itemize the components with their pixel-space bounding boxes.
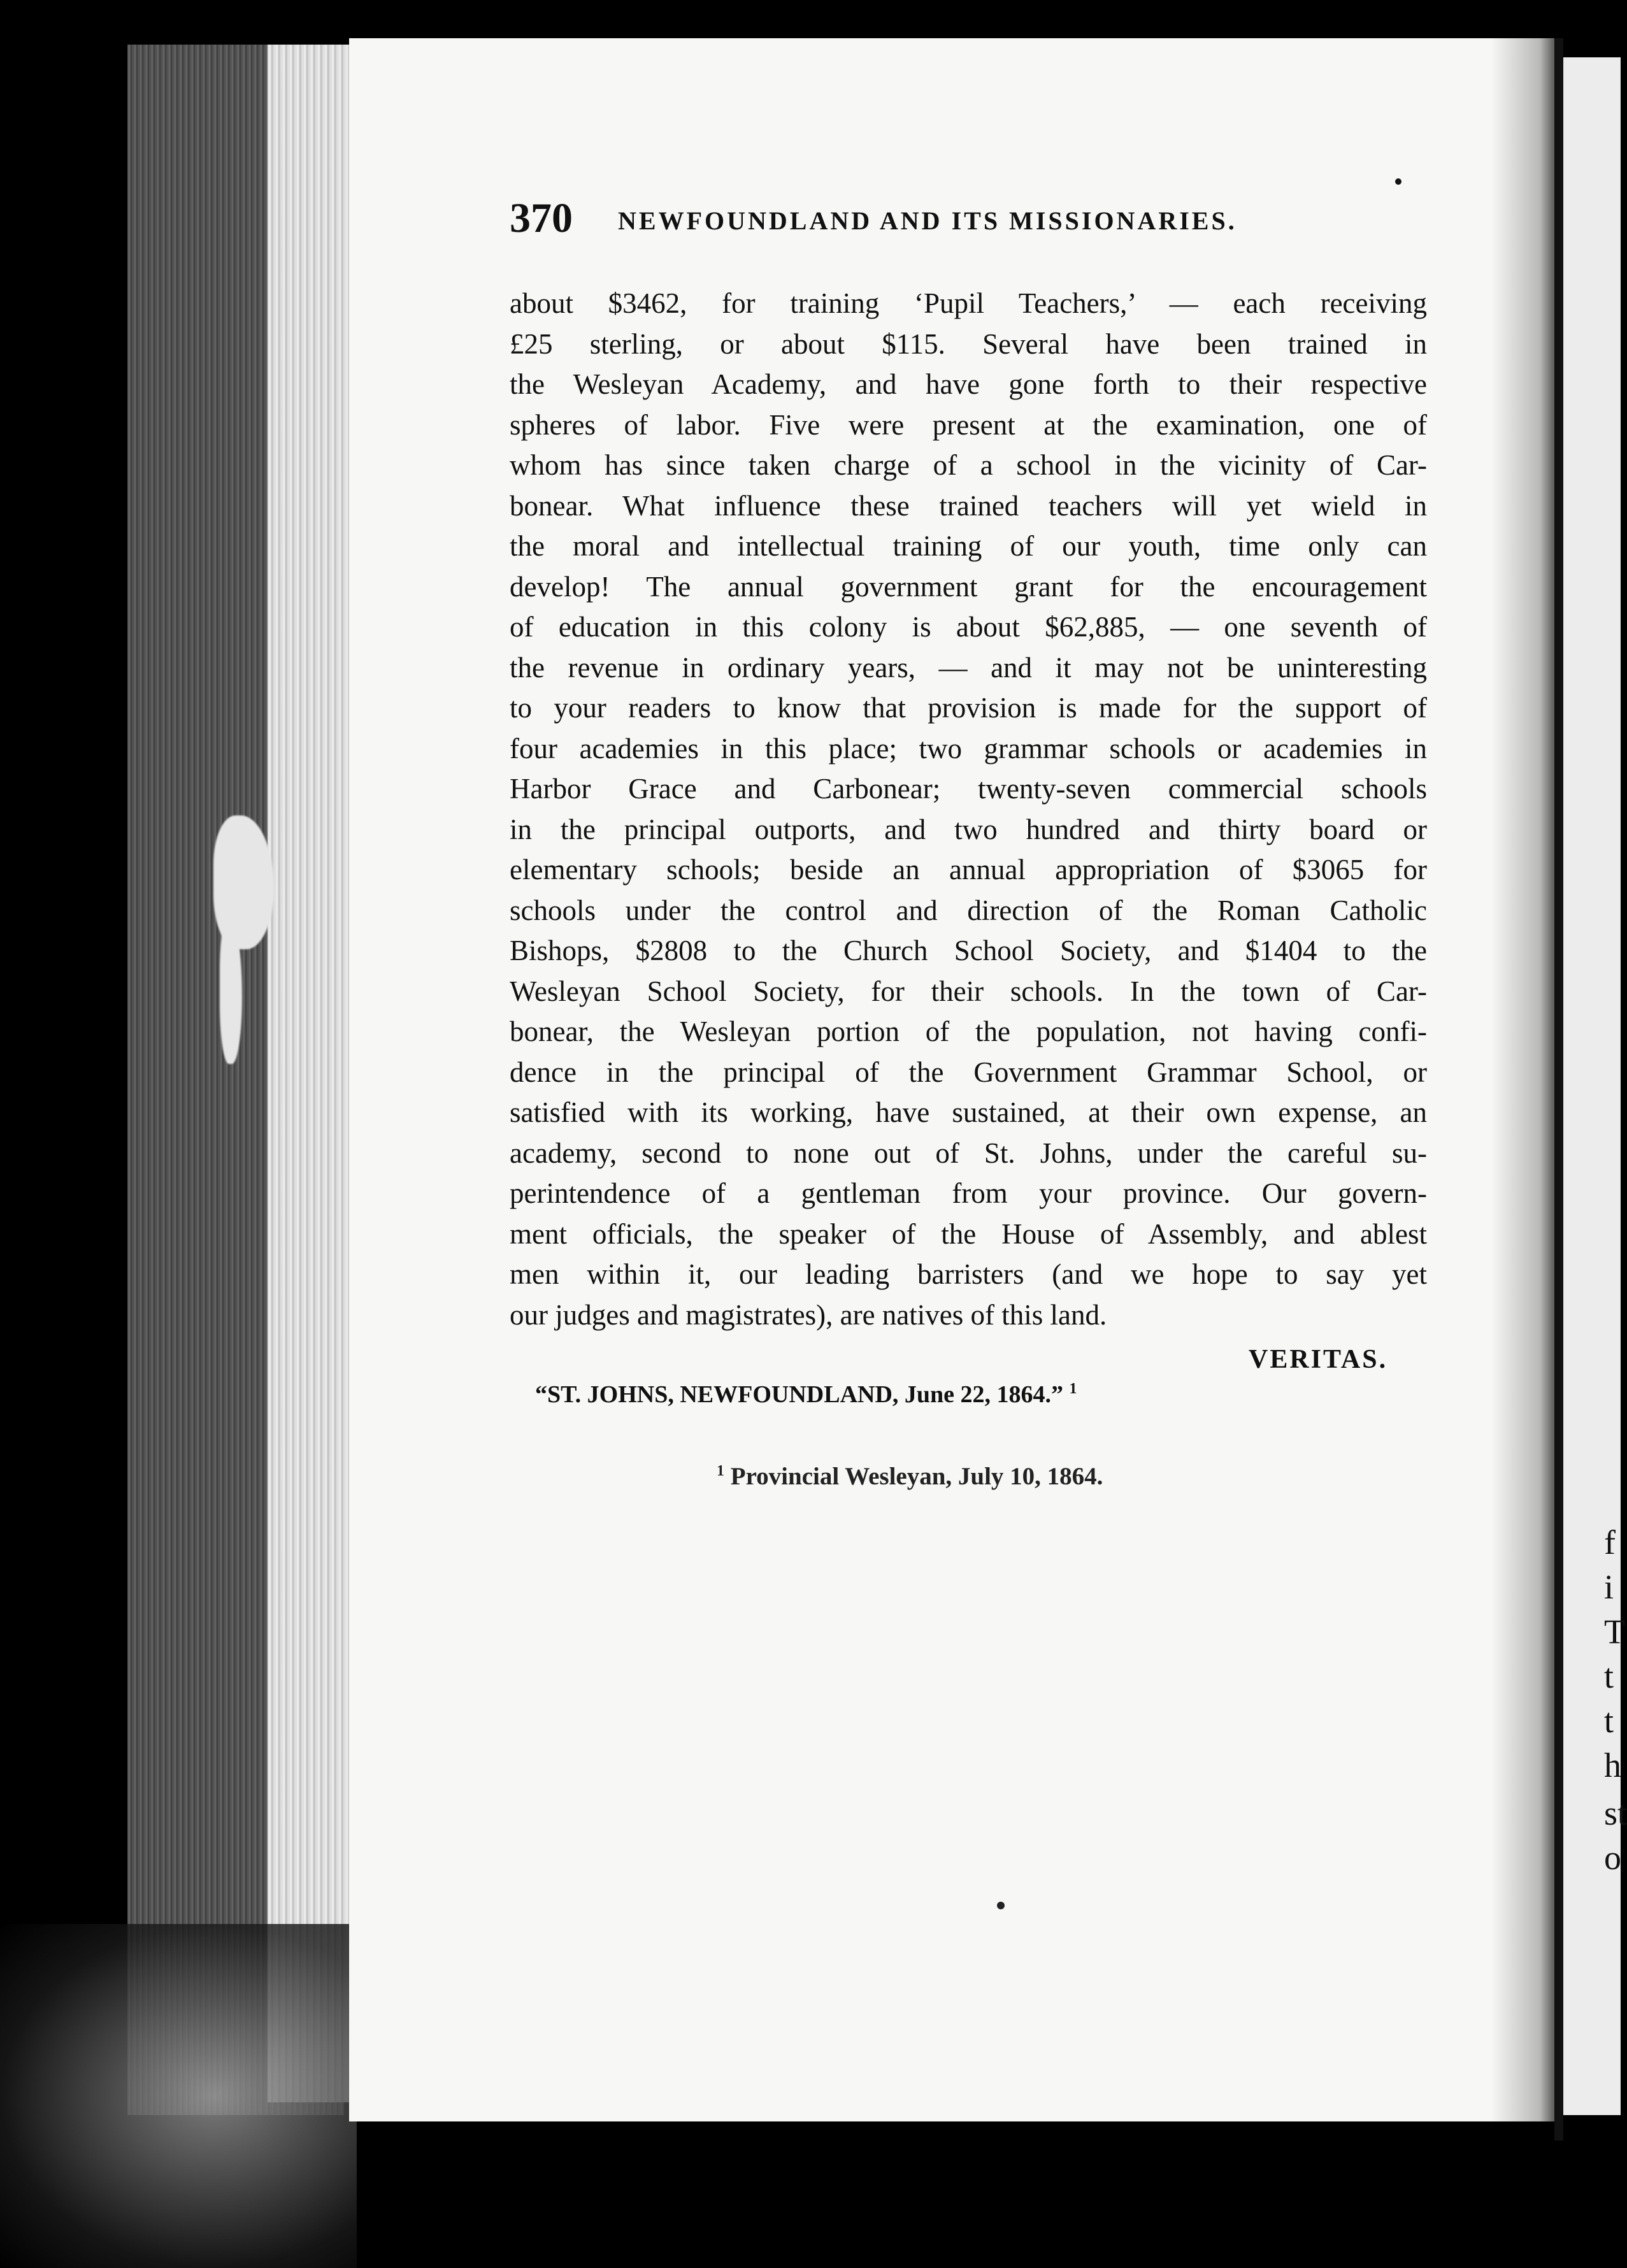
text-line: Harbor Grace and Carbonear; twenty-seven commercial schools xyxy=(510,773,1427,805)
text-line: men within it, our leading barristers (and we hope to say yet xyxy=(510,1258,1427,1290)
text-line: bonear, the Wesleyan portion of the population, not having confi- xyxy=(510,1016,1427,1047)
page-number: 370 xyxy=(510,195,573,241)
text-line: ment officials, the speaker of the House of Assembly, and ablest xyxy=(510,1217,1427,1250)
damaged-corner xyxy=(0,1924,357,2268)
footnote-reference: 1 xyxy=(1069,1381,1077,1397)
text-line: elementary schools; beside an annual appropriation of $3065 for xyxy=(510,854,1427,886)
dateline xyxy=(535,1381,1077,1409)
ink-speck xyxy=(1395,178,1401,185)
text-line: of education in this colony is about $62,885, — one seventh of xyxy=(510,611,1427,643)
footnote xyxy=(717,1462,1103,1491)
facing-page-letter: i xyxy=(1604,1568,1614,1606)
facing-page-letter: t xyxy=(1604,1657,1614,1695)
text-line: schools under the control and direction of the Roman Catholic xyxy=(510,894,1427,926)
text-line: our judges and magistrates), are natives of this land. xyxy=(510,1298,1107,1331)
text-line: the moral and intellectual training of our youth, time only can xyxy=(510,530,1427,562)
text-line: dence in the principal of the Government Grammar School, or xyxy=(510,1056,1427,1088)
text-line: bonear. What influence these trained teachers will yet wield in xyxy=(510,489,1427,522)
ink-speck xyxy=(997,1902,1005,1909)
text-line: the revenue in ordinary years, — and it may not be uninteresting xyxy=(510,651,1427,684)
dateline-text: “ST. JOHNS, NEWFOUNDLAND, June 22, 1864.” xyxy=(535,1381,1064,1408)
page-stack-edges xyxy=(268,45,350,2102)
text-line: whom has since taken charge of a school in the vicinity of Car- xyxy=(510,449,1427,481)
book-gutter xyxy=(1554,38,1563,2141)
text-line: perintendence of a gentleman from your province. Our govern- xyxy=(510,1177,1427,1209)
running-head-title: NEWFOUNDLAND AND ITS MISSIONARIES. xyxy=(618,206,1237,235)
text-line: satisfied with its working, have sustained, at their own expense, an xyxy=(510,1096,1427,1128)
text-line: Bishops, $2808 to the Church School Society, and $1404 to the xyxy=(510,935,1427,966)
facing-page-letter: t xyxy=(1604,1702,1614,1740)
text-line: Wesleyan School Society, for their schools. In the town of Car- xyxy=(510,975,1427,1007)
signature: VERITAS. xyxy=(1249,1345,1388,1374)
footnote-mark: 1 xyxy=(717,1463,724,1479)
facing-page-letter: o xyxy=(1604,1839,1621,1877)
text-line: spheres of labor. Five were present at the examination, one of xyxy=(510,408,1427,441)
text-line: £25 sterling, or about $115. Several have been trained in xyxy=(510,327,1427,360)
text-line: academy, second to none out of St. Johns, under the careful su- xyxy=(510,1137,1427,1169)
running-head xyxy=(510,194,1427,245)
facing-page-letter: T xyxy=(1604,1612,1625,1651)
body-text xyxy=(510,284,1427,1335)
text-line: develop! The annual government grant for the encouragement xyxy=(510,570,1427,603)
text-line: to your readers to know that provision is made for the support of xyxy=(510,692,1427,724)
text-line: in the principal outports, and two hundred and thirty board or xyxy=(510,813,1427,845)
text-line: about $3462, for training ‘Pupil Teachers,’ — each receiving xyxy=(510,287,1427,319)
spine-shadow xyxy=(1491,38,1561,2121)
facing-page-letter: st xyxy=(1604,1794,1627,1832)
text-line: four academies in this place; two grammar schools or academies in xyxy=(510,732,1427,764)
text-line: the Wesleyan Academy, and have gone forth to their respective xyxy=(510,368,1427,400)
facing-page-letter: f xyxy=(1604,1523,1616,1561)
facing-page-letter: h xyxy=(1604,1746,1621,1784)
footnote-text: Provincial Wesleyan, July 10, 1864. xyxy=(730,1463,1103,1490)
